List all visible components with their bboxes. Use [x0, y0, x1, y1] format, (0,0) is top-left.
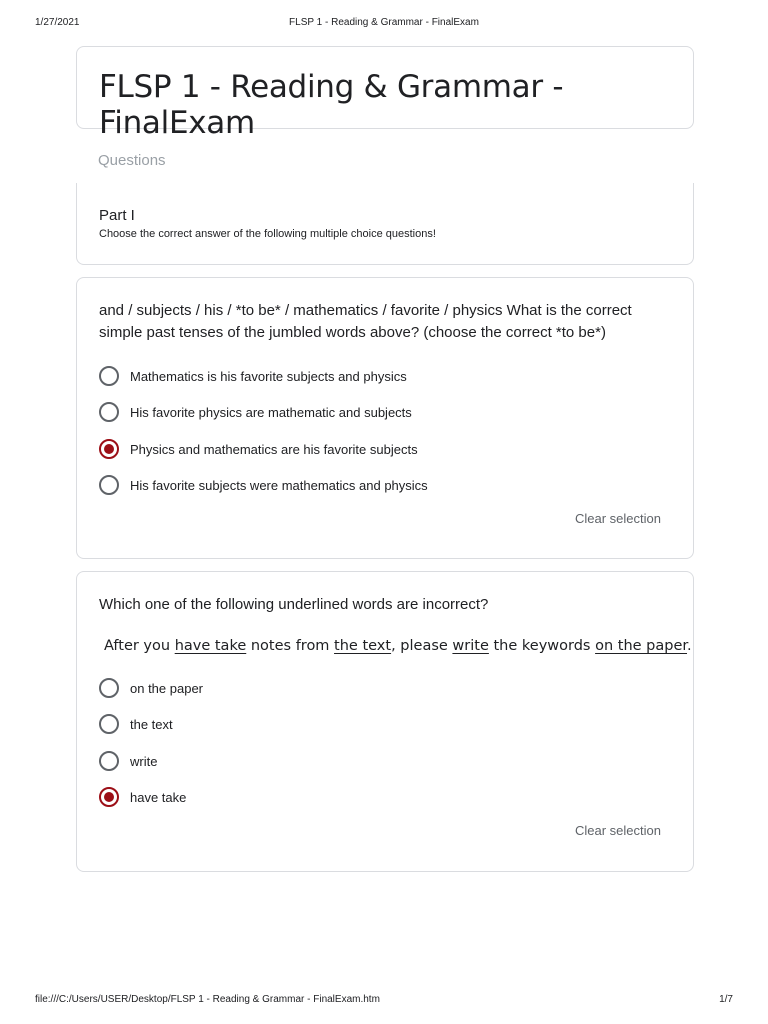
sentence-text: notes from: [246, 638, 335, 654]
radio-option[interactable]: [99, 474, 428, 496]
sentence-text: the keywords: [488, 638, 596, 654]
option-label: have take: [130, 789, 187, 805]
sentence-image: [104, 638, 692, 654]
print-header: [0, 17, 768, 31]
radio-button[interactable]: [99, 402, 119, 422]
print-footer: [0, 994, 768, 1008]
print-title: FLSP 1 - Reading & Grammar - FinalExam: [289, 17, 479, 28]
radio-option-selected[interactable]: [99, 438, 418, 460]
sentence-text: , please: [391, 638, 453, 654]
radio-button[interactable]: [99, 366, 119, 386]
form-title-card: [76, 46, 694, 141]
clear-selection-button[interactable]: Clear selection: [575, 511, 661, 526]
radio-button[interactable]: [99, 678, 119, 698]
radio-button-checked[interactable]: [99, 787, 119, 807]
radio-option[interactable]: [99, 750, 157, 772]
option-label: His favorite physics are mathematic and subjects: [130, 404, 412, 420]
section-description: Choose the correct answer of the following multiple choice questions!: [99, 228, 436, 240]
option-label: on the paper: [130, 680, 204, 696]
option-label: Physics and mathematics are his favorite subjects: [130, 441, 418, 457]
underlined-word: the text: [334, 638, 392, 654]
question-card-2: [76, 571, 694, 872]
questions-tab-label: Questions: [98, 152, 166, 169]
clear-selection-button[interactable]: Clear selection: [575, 823, 661, 838]
option-label: write: [130, 753, 158, 769]
option-label: the text: [130, 716, 173, 732]
print-date: 1/27/2021: [35, 17, 80, 28]
radio-button[interactable]: [99, 751, 119, 771]
sentence-text: .: [687, 638, 692, 654]
form-title: FLSP 1 - Reading & Grammar - FinalExam: [99, 69, 564, 141]
page-number: 1/7: [719, 994, 733, 1005]
question-text: Which one of the following underlined words are incorrect?: [99, 596, 489, 613]
radio-option[interactable]: [99, 365, 407, 387]
underlined-word: on the paper: [595, 638, 688, 654]
option-label: His favorite subjects were mathematics and physics: [130, 477, 428, 493]
radio-option[interactable]: [99, 713, 173, 735]
underlined-word: have take: [174, 638, 247, 654]
underlined-word: write: [452, 638, 489, 654]
question-text: and / subjects / his / *to be* / mathematics / favorite / physics What is the correct simple past tenses of the jumbled words above? (choose the correct *to be*): [99, 302, 632, 341]
section-header-card: [76, 183, 694, 265]
sentence-text: After you: [104, 638, 175, 654]
question-card-1: [76, 277, 694, 559]
radio-option[interactable]: [99, 401, 412, 423]
option-label: Mathematics is his favorite subjects and physics: [130, 368, 407, 384]
radio-button-checked[interactable]: [99, 439, 119, 459]
radio-option[interactable]: [99, 677, 203, 699]
section-title: Part I: [99, 207, 135, 224]
radio-button[interactable]: [99, 475, 119, 495]
file-path: file:///C:/Users/USER/Desktop/FLSP 1 - Reading & Grammar - FinalExam.htm: [35, 994, 380, 1005]
radio-button[interactable]: [99, 714, 119, 734]
radio-option-selected[interactable]: [99, 786, 186, 808]
